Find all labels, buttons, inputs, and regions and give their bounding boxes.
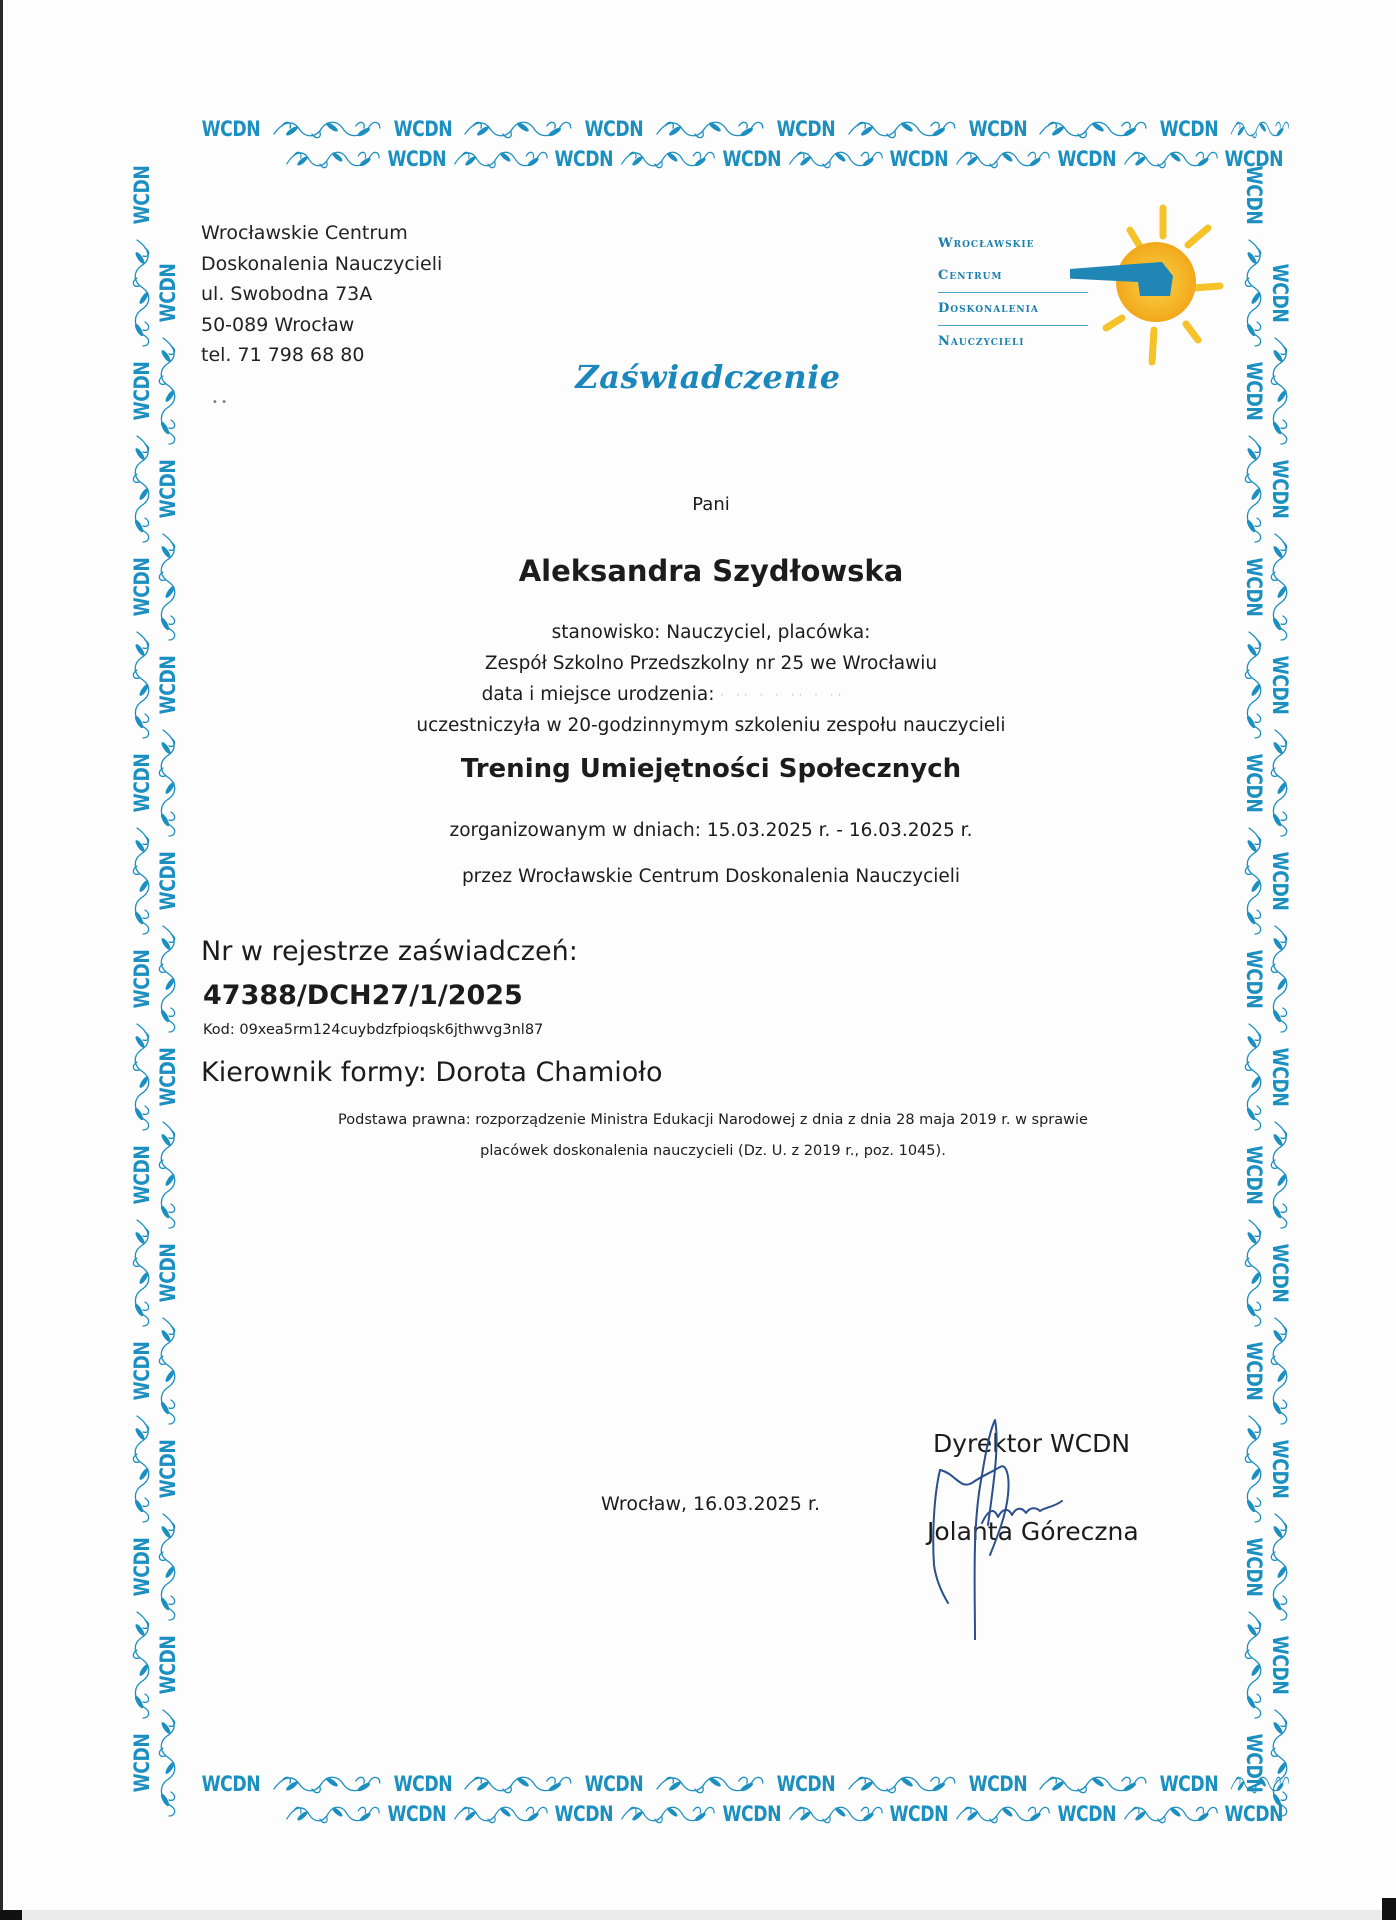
vine-slot bbox=[1266, 1512, 1294, 1622]
vine-ornament-icon bbox=[1241, 1414, 1267, 1524]
border-wcdn-label: WCDN bbox=[1242, 557, 1266, 617]
vine-ornament-icon bbox=[1241, 238, 1267, 348]
border-wcdn-label: WCDN bbox=[387, 147, 447, 171]
border-wcdn-label: WCDN bbox=[776, 1772, 836, 1796]
vine-ornament-icon bbox=[1123, 1801, 1219, 1827]
vine-slot bbox=[128, 238, 156, 348]
recipient-name: Aleksandra Szydłowska bbox=[518, 554, 904, 588]
vine-ornament-icon bbox=[129, 434, 155, 544]
border-wcdn-label: WCDN bbox=[1242, 361, 1266, 421]
border-wcdn-label: WCDN bbox=[889, 147, 949, 171]
vine-ornament-icon bbox=[1241, 434, 1267, 544]
border-wcdn-label: WCDN bbox=[1242, 165, 1266, 225]
border-wcdn-label: WCDN bbox=[584, 1772, 644, 1796]
signer-name: Jolanta Góreczna bbox=[927, 1517, 1139, 1546]
scan-corner bbox=[1382, 1898, 1396, 1920]
vine-ornament-icon bbox=[847, 116, 957, 142]
border-left bbox=[128, 160, 188, 1793]
address-line: Wrocławskie Centrum bbox=[201, 222, 408, 244]
vine-ornament-icon bbox=[1267, 924, 1293, 1034]
document-title: Zaświadczenie bbox=[575, 358, 841, 396]
registry-number: 47388/DCH27/1/2025 bbox=[203, 980, 523, 1011]
vine-ornament-icon bbox=[1267, 1708, 1293, 1818]
border-row bbox=[130, 1800, 1290, 1828]
border-wcdn-label: WCDN bbox=[156, 655, 180, 715]
border-label-slot bbox=[1240, 1728, 1268, 1798]
vine-slot bbox=[1240, 238, 1268, 348]
vine-slot bbox=[128, 1414, 156, 1524]
institution-line: Zespół Szkolno Przedszkolny nr 25 we Wrocławiu bbox=[484, 653, 938, 674]
vine-ornament-icon bbox=[272, 116, 382, 142]
logo-line: Doskonalenia bbox=[938, 293, 1088, 326]
address-line: 50-089 Wrocław bbox=[201, 313, 355, 336]
border-wcdn-label: WCDN bbox=[889, 1802, 949, 1826]
border-label-slot bbox=[1266, 1434, 1294, 1504]
border-wcdn-label: WCDN bbox=[1268, 263, 1292, 323]
border-wcdn-label: WCDN bbox=[1057, 1802, 1117, 1826]
border-wcdn-label: WCDN bbox=[1242, 1145, 1266, 1205]
border-wcdn-label: WCDN bbox=[1057, 147, 1117, 171]
border-label-slot bbox=[154, 1630, 182, 1700]
vine-ornament-icon bbox=[788, 1801, 884, 1827]
border-label-slot bbox=[1240, 160, 1268, 230]
border-wcdn-label: WCDN bbox=[1159, 117, 1219, 141]
border-label-slot bbox=[154, 1238, 182, 1308]
vine-slot bbox=[1240, 434, 1268, 544]
place-date: Wrocław, 16.03.2025 r. bbox=[601, 1493, 820, 1515]
border-right bbox=[1240, 160, 1300, 1793]
border-label-slot bbox=[1266, 1042, 1294, 1112]
vine-slot bbox=[128, 1218, 156, 1328]
border-row bbox=[130, 115, 1290, 143]
border-label-slot bbox=[1240, 944, 1268, 1014]
vine-slot bbox=[154, 1316, 182, 1426]
vine-ornament-icon bbox=[155, 1708, 181, 1818]
border-wcdn-label: WCDN bbox=[130, 949, 154, 1009]
vine-slot bbox=[1266, 1708, 1294, 1818]
border-wcdn-label: WCDN bbox=[968, 1772, 1027, 1796]
vine-slot bbox=[1240, 1610, 1268, 1720]
course-manager: Kierownik formy: Dorota Chamioło bbox=[201, 1057, 663, 1088]
border-wcdn-label: WCDN bbox=[130, 557, 154, 617]
border-wcdn-label: WCDN bbox=[201, 1772, 261, 1796]
border-wcdn-label: WCDN bbox=[1159, 1772, 1219, 1796]
vine-ornament-icon bbox=[463, 116, 573, 142]
participation-line: uczestniczyła w 20-godzinnymym szkoleniu zespołu nauczycieli bbox=[416, 715, 1006, 736]
birth-line bbox=[0, 684, 1396, 705]
vine-ornament-icon bbox=[453, 146, 549, 172]
border-wcdn-label: WCDN bbox=[1224, 147, 1284, 171]
logo-line: Wrocławskie bbox=[938, 236, 1035, 251]
border-wcdn-label: WCDN bbox=[393, 1772, 452, 1796]
border-wcdn-label: WCDN bbox=[554, 147, 614, 171]
border-label-slot bbox=[128, 1532, 156, 1602]
border-wcdn-label: WCDN bbox=[1242, 1341, 1266, 1401]
vine-slot bbox=[1266, 1120, 1294, 1230]
border-row bbox=[130, 1770, 1290, 1798]
vine-ornament-icon bbox=[1267, 1316, 1293, 1426]
scan-corner bbox=[0, 1910, 22, 1920]
birth-label: data i miejsce urodzenia: bbox=[481, 684, 715, 705]
position-line: stanowisko: Nauczyciel, placówka: bbox=[551, 622, 871, 643]
wcdn-logo bbox=[930, 200, 1230, 370]
vine-ornament-icon bbox=[1038, 1771, 1148, 1797]
border-wcdn-label: WCDN bbox=[130, 1341, 154, 1401]
vine-ornament-icon bbox=[1038, 116, 1148, 142]
border-wcdn-label: WCDN bbox=[968, 117, 1027, 141]
border-wcdn-label: WCDN bbox=[156, 851, 180, 911]
vine-ornament-icon bbox=[285, 1801, 381, 1827]
vine-ornament-icon bbox=[1230, 116, 1290, 142]
vine-ornament-icon bbox=[1241, 1218, 1267, 1328]
vine-ornament-icon bbox=[155, 1512, 181, 1622]
border-wcdn-label: WCDN bbox=[156, 263, 180, 323]
border-wcdn-label: WCDN bbox=[393, 117, 452, 141]
vine-ornament-icon bbox=[620, 1801, 716, 1827]
vine-slot bbox=[1240, 1414, 1268, 1524]
border-label-slot bbox=[128, 944, 156, 1014]
legal-basis-line: Podstawa prawna: rozporządzenie Ministra Edukacji Narodowej z dnia z dnia 28 maja 2019 r. w sprawie bbox=[338, 1112, 1088, 1128]
border-top bbox=[130, 115, 1290, 173]
birth-value-redacted: · ·· · · ·· · ·· bbox=[720, 688, 846, 702]
vine-slot bbox=[1240, 1218, 1268, 1328]
vine-ornament-icon bbox=[847, 1771, 957, 1797]
border-label-slot bbox=[1240, 1336, 1268, 1406]
border-wcdn-label: WCDN bbox=[130, 1733, 154, 1793]
phone-line: tel. 71 798 68 80 bbox=[201, 344, 365, 366]
border-wcdn-label: WCDN bbox=[1268, 1243, 1292, 1303]
vine-ornament-icon bbox=[955, 146, 1051, 172]
border-wcdn-label: WCDN bbox=[1268, 1047, 1292, 1107]
vine-ornament-icon bbox=[155, 1316, 181, 1426]
border-wcdn-label: WCDN bbox=[1268, 1439, 1292, 1499]
border-wcdn-label: WCDN bbox=[1242, 949, 1266, 1009]
border-wcdn-label: WCDN bbox=[584, 117, 644, 141]
border-wcdn-label: WCDN bbox=[387, 1802, 447, 1826]
border-wcdn-label: WCDN bbox=[1242, 1733, 1266, 1793]
dates-line: zorganizowanym w dniach: 15.03.2025 r. - 16.03.2025 r. bbox=[449, 820, 973, 841]
salutation: Pani bbox=[692, 494, 730, 515]
border-wcdn-label: WCDN bbox=[722, 1802, 782, 1826]
border-bottom bbox=[130, 1770, 1290, 1828]
border-wcdn-label: WCDN bbox=[1242, 753, 1266, 813]
border-label-slot bbox=[128, 1336, 156, 1406]
border-wcdn-label: WCDN bbox=[130, 165, 154, 225]
logo-line: Nauczycieli bbox=[938, 334, 1025, 349]
border-column bbox=[154, 160, 182, 1790]
border-label-slot bbox=[154, 1042, 182, 1112]
address-line: ul. Swobodna 73A bbox=[201, 283, 373, 305]
vine-ornament-icon bbox=[129, 1218, 155, 1328]
vine-slot bbox=[1266, 1316, 1294, 1426]
border-label-slot bbox=[128, 1728, 156, 1798]
border-label-slot bbox=[1266, 258, 1294, 328]
sun-icon bbox=[1070, 200, 1230, 370]
border-wcdn-label: WCDN bbox=[156, 459, 180, 519]
vine-ornament-icon bbox=[1123, 146, 1219, 172]
border-label-slot bbox=[128, 160, 156, 230]
scan-specks: • • bbox=[212, 397, 227, 408]
vine-ornament-icon bbox=[453, 1801, 549, 1827]
border-wcdn-label: WCDN bbox=[130, 1145, 154, 1205]
border-wcdn-label: WCDN bbox=[130, 361, 154, 421]
vine-slot bbox=[154, 1120, 182, 1230]
vine-ornament-icon bbox=[155, 924, 181, 1034]
border-label-slot bbox=[1266, 1238, 1294, 1308]
border-label-slot bbox=[1266, 1630, 1294, 1700]
border-column bbox=[1266, 160, 1294, 1790]
border-wcdn-label: WCDN bbox=[156, 1243, 180, 1303]
border-wcdn-label: WCDN bbox=[722, 147, 782, 171]
vine-ornament-icon bbox=[129, 238, 155, 348]
vine-slot bbox=[128, 434, 156, 544]
vine-slot bbox=[154, 924, 182, 1034]
address-line: Doskonalenia Nauczycieli bbox=[201, 252, 443, 275]
logo-text bbox=[938, 228, 1088, 358]
border-wcdn-label: WCDN bbox=[130, 1537, 154, 1597]
border-wcdn-label: WCDN bbox=[1268, 655, 1292, 715]
border-wcdn-label: WCDN bbox=[1242, 1537, 1266, 1597]
verification-code: Kod: 09xea5rm124cuybdzfpioqsk6jthwvg3nl87 bbox=[203, 1022, 544, 1038]
border-row bbox=[130, 145, 1290, 173]
border-label-slot bbox=[1240, 1532, 1268, 1602]
vine-ornament-icon bbox=[620, 146, 716, 172]
vine-slot bbox=[1266, 924, 1294, 1034]
border-wcdn-label: WCDN bbox=[130, 753, 154, 813]
border-wcdn-label: WCDN bbox=[156, 1047, 180, 1107]
vine-ornament-icon bbox=[788, 146, 884, 172]
institution-address bbox=[201, 218, 442, 371]
vine-ornament-icon bbox=[272, 1771, 382, 1797]
logo-line: Centrum bbox=[938, 260, 1088, 293]
scan-edge bbox=[0, 0, 3, 1920]
vine-ornament-icon bbox=[285, 146, 381, 172]
vine-ornament-icon bbox=[129, 1414, 155, 1524]
vine-ornament-icon bbox=[1241, 1610, 1267, 1720]
course-title: Trening Umiejętności Społecznych bbox=[460, 754, 962, 784]
vine-slot bbox=[154, 1708, 182, 1818]
vine-ornament-icon bbox=[655, 1771, 765, 1797]
vine-ornament-icon bbox=[155, 1120, 181, 1230]
border-wcdn-label: WCDN bbox=[1268, 1635, 1292, 1695]
scan-edge bbox=[0, 1910, 1396, 1920]
border-wcdn-label: WCDN bbox=[554, 1802, 614, 1826]
border-wcdn-label: WCDN bbox=[1268, 459, 1292, 519]
registry-label: Nr w rejestrze zaświadczeń: bbox=[201, 936, 578, 967]
organizer-line: przez Wrocławskie Centrum Doskonalenia Nauczycieli bbox=[461, 866, 961, 887]
border-wcdn-label: WCDN bbox=[201, 117, 261, 141]
border-label-slot bbox=[154, 258, 182, 328]
vine-ornament-icon bbox=[655, 116, 765, 142]
border-wcdn-label: WCDN bbox=[1268, 851, 1292, 911]
border-column bbox=[1240, 160, 1268, 1793]
vine-ornament-icon bbox=[955, 1801, 1051, 1827]
vine-ornament-icon bbox=[129, 1610, 155, 1720]
border-wcdn-label: WCDN bbox=[156, 1439, 180, 1499]
border-wcdn-label: WCDN bbox=[156, 1635, 180, 1695]
vine-slot bbox=[154, 1512, 182, 1622]
border-wcdn-label: WCDN bbox=[776, 117, 836, 141]
border-label-slot bbox=[154, 1434, 182, 1504]
legal-basis-line: placówek doskonalenia nauczycieli (Dz. U. z 2019 r., poz. 1045). bbox=[480, 1143, 946, 1159]
vine-ornament-icon bbox=[463, 1771, 573, 1797]
border-column bbox=[128, 160, 156, 1793]
vine-ornament-icon bbox=[1267, 1512, 1293, 1622]
signer-title: Dyrektor WCDN bbox=[933, 1429, 1131, 1458]
border-wcdn-label: WCDN bbox=[1224, 1802, 1284, 1826]
vine-ornament-icon bbox=[1267, 1120, 1293, 1230]
vine-slot bbox=[128, 1610, 156, 1720]
